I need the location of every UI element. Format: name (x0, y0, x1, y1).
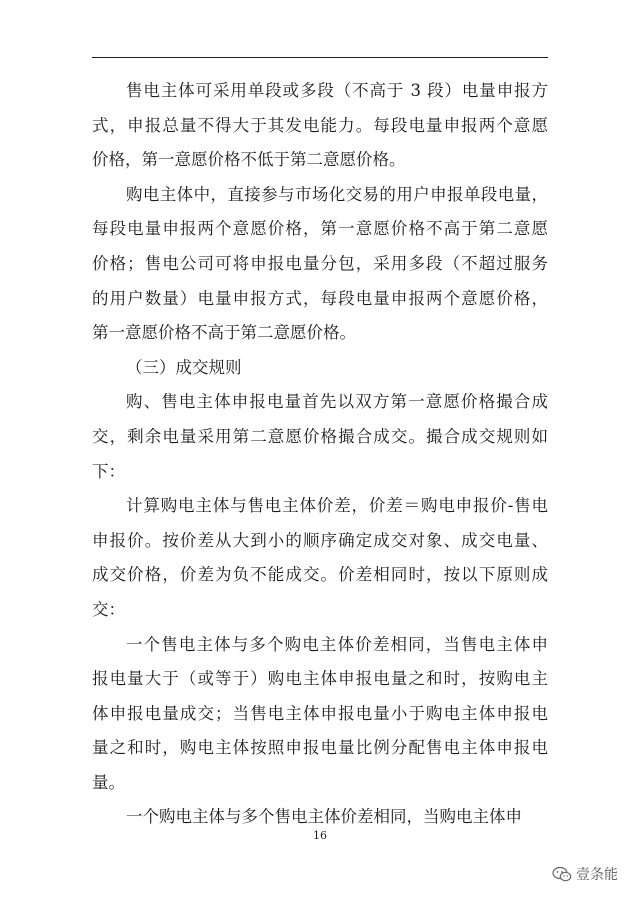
paragraph-line: 成交价格，价差为负不能成交。价差相同时，按以下原则成 (92, 565, 548, 585)
paragraph-line: 交，剩余电量采用第二意愿价格撮合成交。撮合成交规则如 (92, 426, 548, 446)
paragraph-line: 每段电量申报两个意愿价格，第一意愿价格不高于第二意愿 (92, 219, 548, 239)
watermark (552, 864, 618, 884)
paragraph-first-line: 购电主体中，直接参与市场化交易的用户申报单段电量， (126, 184, 548, 204)
paragraph-line: 量之和时，购电主体按照申报电量比例分配售电主体申报电 (92, 738, 548, 758)
paragraph-line: 价格，第一意愿价格不低于第二意愿价格。 (92, 150, 406, 170)
paragraph-line: 第一意愿价格不高于第二意愿价格。 (92, 323, 356, 343)
wechat-icon (552, 866, 572, 882)
header-rule (92, 57, 548, 58)
paragraph-line: 式，申报总量不得大于其发电能力。每段电量申报两个意愿 (92, 115, 548, 135)
paragraph-line: 量。 (92, 772, 125, 792)
paragraph-first-line: 购、售电主体申报电量首先以双方第一意愿价格撮合成 (126, 392, 548, 412)
paragraph-first-line: 售电主体可采用单段或多段（不高于 3 段）电量申报方 (126, 81, 548, 100)
paragraph-line: 下： (92, 461, 125, 481)
paragraph-line: 的用户数量）电量申报方式，每段电量申报两个意愿价格， (92, 288, 548, 308)
document-body (92, 74, 548, 835)
paragraph-line: 报电量大于（或等于）购电主体申报电量之和时，按购电主 (92, 669, 548, 689)
paragraph-first-line: 一个售电主体与多个购电主体价差相同，当售电主体申 (126, 634, 548, 654)
paragraph-line: 体申报电量成交；当售电主体申报电量小于购电主体申报电 (92, 703, 548, 723)
paragraph-line: 申报价。按价差从大到小的顺序确定成交对象、成交电量、 (92, 530, 548, 550)
watermark-text: 壹条能 (576, 867, 618, 883)
paragraph-line: 价格；售电公司可将申报电量分包，采用多段（不超过服务 (92, 253, 548, 273)
paragraph-first-line: 计算购电主体与售电主体价差，价差＝购电申报价-售电 (126, 496, 548, 516)
paragraph-first-line: （三）成交规则 (126, 357, 242, 377)
paragraph-line: 交： (92, 599, 125, 619)
page-number: 16 (313, 829, 327, 842)
paragraph-first-line: 一个购电主体与多个售电主体价差相同，当购电主体申 (126, 807, 522, 827)
